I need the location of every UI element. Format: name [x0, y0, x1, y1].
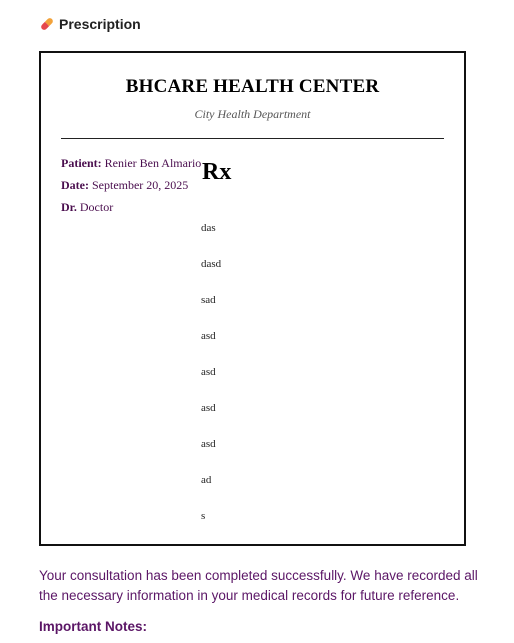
medication-item: sad [201, 294, 216, 306]
date-label: Date: [61, 178, 89, 192]
doctor-line [61, 199, 201, 221]
pill-icon [39, 16, 55, 32]
medication-item: asd [201, 330, 216, 342]
card-divider [61, 138, 444, 139]
prescription-card [39, 51, 466, 546]
medication-item: asd [201, 402, 216, 414]
medication-item: asd [201, 438, 216, 450]
clinic-department: City Health Department [194, 107, 311, 121]
medication-item: dasd [201, 258, 222, 270]
patient-name: Renier Ben Almario [104, 156, 202, 170]
patient-info [61, 155, 201, 221]
section-header [39, 14, 141, 34]
date-line [61, 177, 201, 199]
confirmation-message: Your consultation has been completed successfully. We have recorded all the necessary information in your medical records for future reference. [39, 568, 478, 603]
doctor-label: Dr. [61, 200, 77, 214]
date-value: September 20, 2025 [91, 178, 189, 192]
patient-label: Patient: [61, 156, 102, 170]
important-notes-heading: Important Notes: [39, 619, 147, 634]
medication-item: asd [201, 366, 216, 378]
patient-line [61, 155, 201, 177]
doctor-value: Doctor [79, 200, 114, 214]
medication-item: das [201, 222, 216, 234]
medication-item: ad [201, 474, 212, 486]
rx-symbol: Rx [202, 159, 232, 185]
medication-item: s [201, 510, 206, 522]
clinic-name: BHCARE HEALTH CENTER [125, 76, 380, 97]
section-title: Prescription [59, 16, 141, 32]
medication-list [201, 221, 221, 545]
